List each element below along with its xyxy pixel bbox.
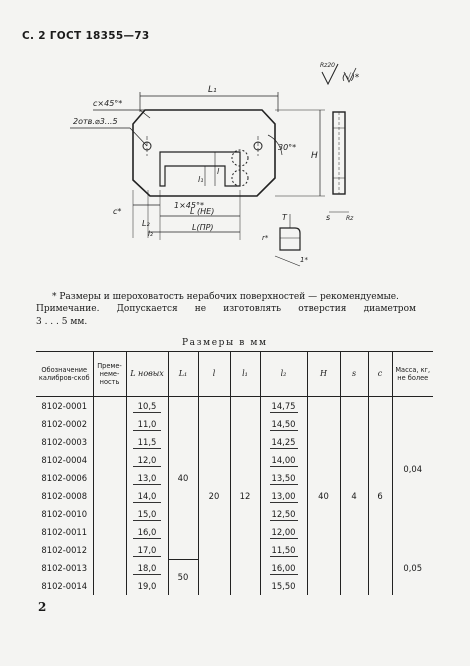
label-L2: L₂ [142,219,150,228]
cell-L: 15,0 [126,505,168,523]
dimensions-table [36,351,433,595]
cell-applicability [93,523,126,541]
label-Rz: Rz [346,215,354,222]
cell-mass-b: 0,05 [392,541,433,595]
cell-l2: 14,25 [260,433,307,451]
cell-applicability [93,505,126,523]
label-T: T [282,213,287,222]
label-r: r* [262,234,269,242]
table-header-row [36,352,433,397]
label-L-ne: L (НЕ) [190,207,215,216]
footnote-star: * Размеры и шероховатость нерабочих поверхностей — рекомендуемые. [52,292,399,302]
cell-l2: 12,50 [260,505,307,523]
col-l: l [198,352,230,397]
col-applicability: Пременеменость [93,352,126,397]
cell-code: 8102-0010 [41,509,88,519]
cell-l2: 16,00 [260,559,307,577]
cell-l2: 14,75 [260,397,307,416]
page-number: 2 [38,600,47,614]
cell-code: 8102-0002 [41,419,88,429]
cell-s: 4 [340,397,368,596]
cell-l1: 12 [230,397,260,596]
cell-L: 11,5 [126,433,168,451]
col-code: Обозначение калибров-скоб [36,352,93,397]
cell-l2: 13,50 [260,469,307,487]
page-header: С. 2 ГОСТ 18355—73 [22,30,150,42]
cell-applicability [93,541,126,559]
col-L1: L₁ [168,352,198,397]
cell-L1-a: 40 [168,397,198,560]
cell-L: 12,0 [126,451,168,469]
label-l: l [217,167,220,176]
cell-L: 11,0 [126,415,168,433]
cell-code: 8102-0008 [41,491,88,501]
cell-code: 8102-0012 [41,545,88,555]
label-chamfer-c: c×45°* [93,99,123,108]
cell-applicability [93,451,126,469]
label-l2: l₂ [148,230,153,238]
table-title: Размеры в мм [182,338,268,348]
col-l2: l₂ [260,352,307,397]
cell-code: 8102-0003 [41,437,88,447]
label-angle: 30°* [278,143,297,152]
col-s: s [340,352,368,397]
col-l1: l₁ [230,352,260,397]
cell-code: 8102-0004 [41,455,88,465]
cell-applicability [93,397,126,416]
label-c-star: c* [113,207,122,216]
cell-code: 8102-0001 [41,401,88,411]
cell-l: 20 [198,397,230,596]
cell-code: 8102-0014 [41,581,88,591]
col-H: H [307,352,340,397]
roughness-paren: (√)* [342,73,360,83]
plate-outline [133,110,275,196]
col-c: c [368,352,392,397]
label-L1: L₁ [208,85,217,95]
label-s: s [326,213,331,222]
footnote-remark: Примечание. Допускается не изготовлять отверстия диаметром [36,304,416,314]
cell-applicability [93,433,126,451]
cell-L: 10,5 [126,397,168,416]
cell-code: 8102-0006 [41,473,88,483]
cell-mass-a: 0,04 [392,397,433,542]
cell-L1-b: 50 [168,559,198,595]
cell-applicability [93,487,126,505]
cell-l2: 13,00 [260,487,307,505]
cell-L: 18,0 [126,559,168,577]
table-row [36,397,433,416]
col-L: L новых [126,352,168,397]
cell-c: 6 [368,397,392,596]
cell-applicability [93,469,126,487]
cell-L: 17,0 [126,541,168,559]
cell-code: 8102-0011 [41,527,88,537]
cell-L: 19,0 [126,577,168,595]
detail-view [280,228,300,250]
cell-L: 14,0 [126,487,168,505]
cell-applicability [93,559,126,577]
cell-applicability [93,415,126,433]
roughness-label: Rz20 [320,62,335,69]
footnote-remark-cont: 3 . . . 5 мм. [36,317,88,327]
cell-H: 40 [307,397,340,596]
label-holes: 2отв.⌀3...5 [73,117,118,126]
cell-code: 8102-0013 [41,563,88,573]
cell-l2: 14,00 [260,451,307,469]
cell-l2: 12,00 [260,523,307,541]
cell-L: 13,0 [126,469,168,487]
label-l1: l₁ [198,175,204,184]
cell-l2: 14,50 [260,415,307,433]
label-L-pr: L(ПР) [192,223,214,232]
label-H: H [311,151,318,161]
technical-drawing [0,50,470,290]
label-chamfer2: 1×45°* [174,201,204,210]
cell-l2: 11,50 [260,541,307,559]
cell-l2: 15,50 [260,577,307,595]
cell-applicability [93,577,126,595]
cell-L: 16,0 [126,523,168,541]
col-mass: Масса, кг, не более [392,352,433,397]
label-r2: 1* [300,256,308,264]
